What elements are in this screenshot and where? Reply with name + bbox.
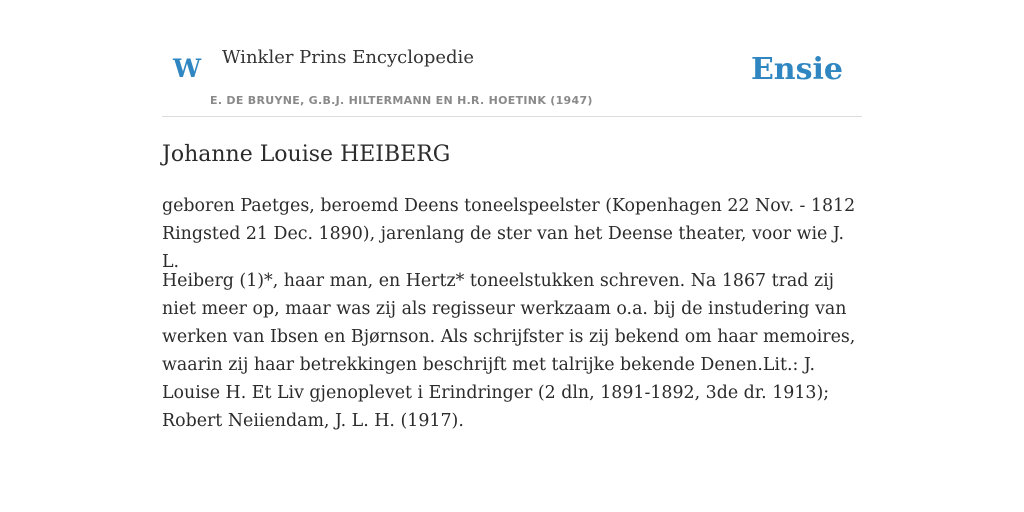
entry-title: Johanne Louise HEIBERG [162, 142, 451, 167]
winkler-prins-logo-icon: W [173, 54, 202, 83]
page [162, 0, 862, 512]
entry-paragraph-2: Heiberg (1)*, haar man, en Hertz* toneelstukken schreven. Na 1867 trad zij niet meer op, maar was zij als regisseur werkzaam o.a. bij de instudering van werken van Ibsen en Bjørnson. Als schrijfster is zij bekend om haar memoires, waarin zij haar betrekkingen beschrijft met talrijke bekende Denen.Lit.: J. Louise H. Et Liv gjenoplevet i Erindringer (2 dln, 1891-1892, 3de dr. 1913); Robert Neiiendam, J. L. H. (1917). [162, 271, 856, 431]
source-title: Winkler Prins Encyclopedie [222, 47, 474, 68]
ensie-logo-link[interactable]: Ensie [750, 52, 843, 87]
header [162, 0, 862, 117]
entry-paragraph-1: geboren Paetges, beroemd Deens toneelspeelster (Kopenhagen 22 Nov. - 1812 Ringsted 21 Dec. 1890), jarenlang de ster van het Deense theater, voor wie J. L. [162, 196, 856, 272]
source-byline: E. DE BRUYNE, G.B.J. HILTERMANN EN H.R. HOETINK (1947) [210, 94, 593, 107]
